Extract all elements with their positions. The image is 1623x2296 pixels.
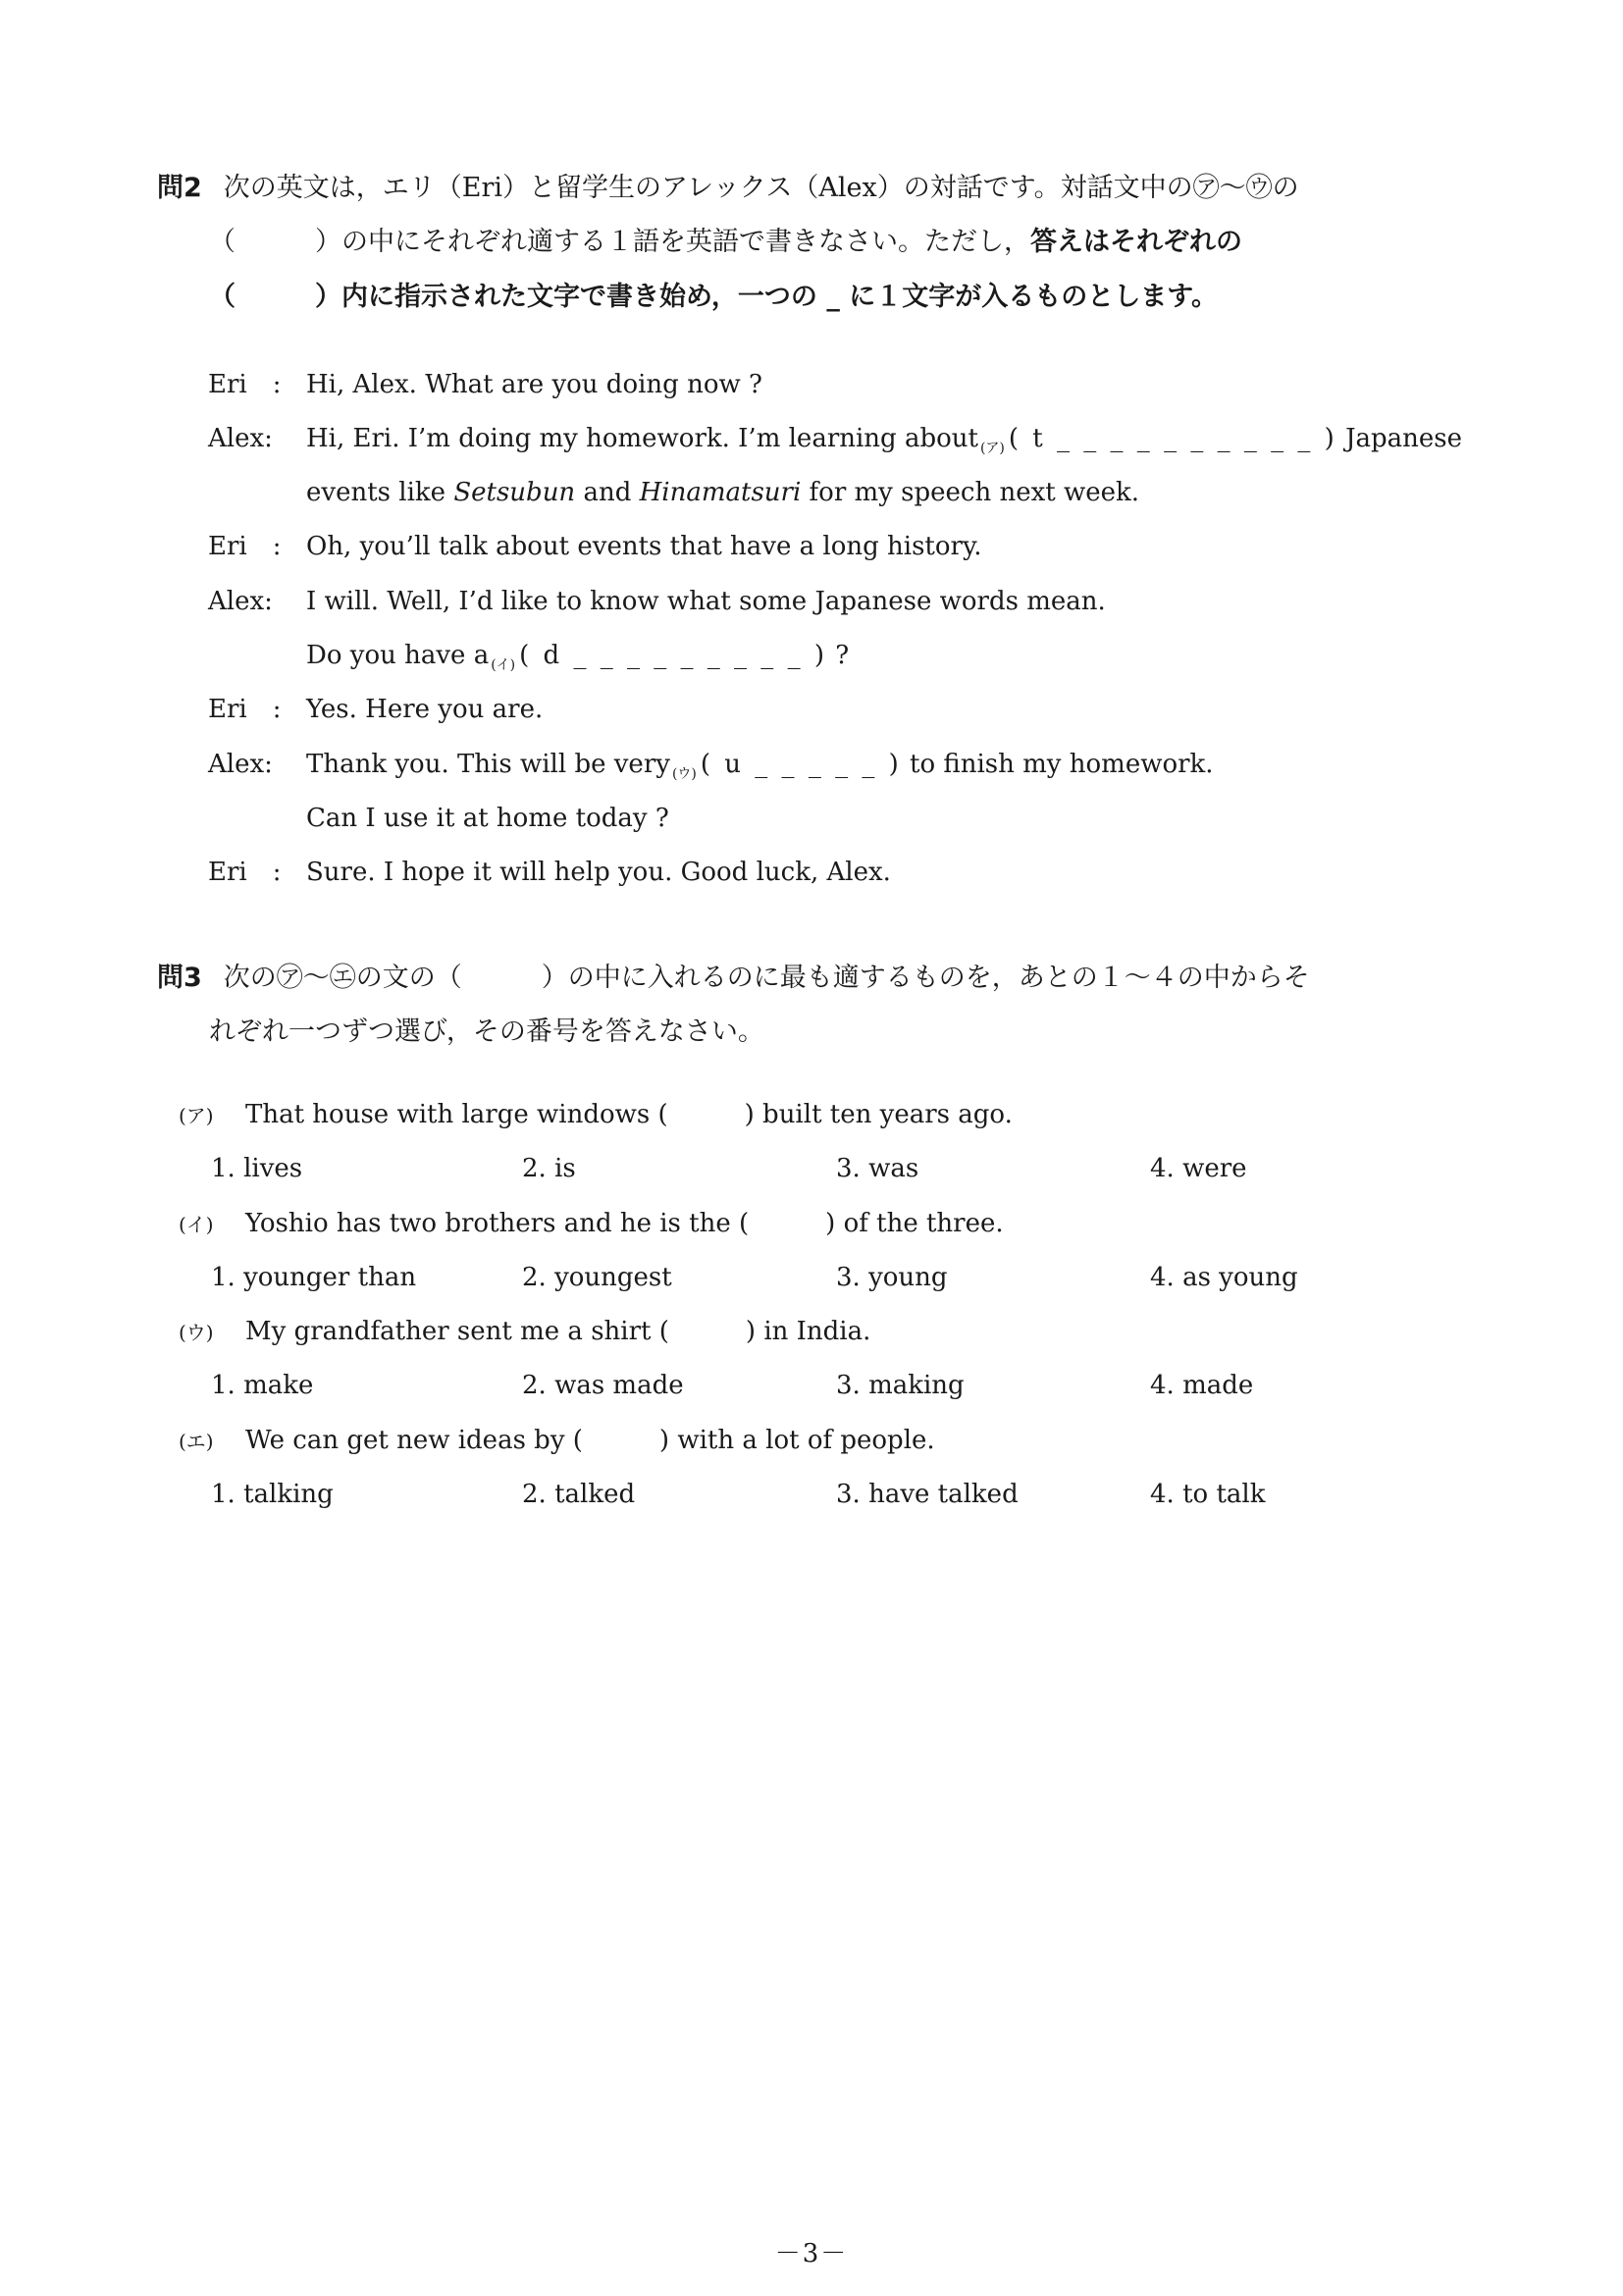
q3-item-a (179, 1097, 1013, 1133)
q3-instruction-line1 (157, 959, 1310, 998)
dialogue-text: Do you have a (306, 641, 490, 670)
item-text: We can get new ideas by (245, 1426, 565, 1455)
answer-parentheses: ( ) (657, 1100, 755, 1129)
dialogue-text: to finish my homework. (910, 750, 1214, 779)
dialogue-continuation: Can I use it at home today ? (306, 804, 669, 833)
dialogue-text: I will. Well, I’d like to know what some Japanese words mean. (306, 587, 1106, 616)
choice-option: 2. talked (522, 1480, 636, 1509)
dialogue-continuation (306, 475, 1139, 510)
choice-option: 1. talking (211, 1480, 334, 1509)
dialogue-text: Sure. I hope it will help you. Good luck, Alex. (306, 858, 891, 887)
speaker-label: Eri : (208, 695, 282, 724)
q3-item-e (179, 1423, 935, 1459)
dialogue-text: Yes. Here you are. (306, 695, 544, 724)
dialogue-line (208, 855, 891, 890)
item-text: Yoshio has two brothers and he is the (245, 1209, 731, 1238)
item-text: built ten years ago. (762, 1100, 1013, 1129)
choice-option: 4. were (1150, 1154, 1247, 1183)
choice-option: 1. make (211, 1371, 314, 1400)
q3-number: 問3 (157, 963, 202, 993)
q2-instruction-line1 (157, 169, 1299, 208)
dialogue-text: Hi, Alex. What are you doing now ? (306, 370, 762, 399)
q3-line1-text: 次の㋐～㋓の文の（ ）の中に入れるのに最も適するものを，あとの１～４の中からそ (223, 963, 1310, 993)
q2-instruction-line3: （ ）内に指示された文字で書き始め，一つの _ に１文字が入るものとします。 (209, 282, 1219, 312)
item-marker: (ウ) (179, 1321, 214, 1344)
dialogue-text: Japanese (1345, 424, 1463, 453)
choice-option: 4. made (1150, 1371, 1254, 1400)
item-marker: (エ) (179, 1430, 214, 1453)
answer-blank-a: ( t _ _ _ _ _ _ _ _ _ _ ) (1008, 424, 1337, 453)
blank-marker-u: (ウ) (671, 766, 697, 782)
choice-option: 4. as young (1150, 1263, 1298, 1292)
choice-option: 3. young (836, 1263, 948, 1292)
q2-instruction-line2 (209, 223, 1242, 262)
q2-line2-text: （ ）の中にそれぞれ適する１語を英語で書きなさい。ただし， (209, 227, 1030, 257)
choice-option: 3. was (836, 1154, 919, 1183)
speaker-label: Eri : (208, 858, 282, 887)
dialogue-line (208, 747, 1214, 786)
choice-option: 3. making (836, 1371, 965, 1400)
item-text: in India. (763, 1317, 871, 1346)
answer-blank-i: ( d _ _ _ _ _ _ _ _ _ ) (519, 641, 827, 670)
q3-item-i (179, 1206, 1004, 1242)
dialogue-text: for my speech next week. (801, 478, 1140, 507)
term-setsubun: Setsubun (453, 478, 576, 507)
dialogue-line (208, 692, 543, 727)
blank-marker-a: (ア) (979, 441, 1005, 456)
item-text: My grandfather sent me a shirt (245, 1317, 652, 1346)
dialogue-text: ? (835, 641, 850, 670)
speaker-label: Alex: (208, 424, 273, 453)
q2-number: 問2 (157, 173, 202, 203)
answer-parentheses: ( ) (658, 1317, 757, 1346)
item-marker: (ア) (179, 1104, 214, 1127)
dialogue-continuation (306, 638, 849, 677)
dialogue-text: events like (306, 478, 454, 507)
blank-marker-i: (イ) (491, 657, 516, 673)
term-hinamatsuri: Hinamatsuri (639, 478, 802, 507)
speaker-label: Alex: (208, 587, 273, 616)
page-number: －3－ (774, 2239, 849, 2269)
item-text: of the three. (843, 1209, 1004, 1238)
choice-option: 4. to talk (1150, 1480, 1266, 1509)
item-text: That house with large windows (245, 1100, 651, 1129)
dialogue-text: Oh, you’ll talk about events that have a long history. (306, 532, 982, 561)
q3-item-u (179, 1314, 870, 1350)
q3-instruction-line2: れぞれ一つずつ選び，その番号を答えなさい。 (209, 1017, 764, 1047)
dialogue-line (208, 421, 1462, 460)
dialogue-text: and (575, 478, 640, 507)
item-marker: (イ) (179, 1213, 214, 1236)
speaker-label: Eri : (208, 370, 282, 399)
answer-parentheses: ( ) (739, 1209, 836, 1238)
choice-option: 2. was made (522, 1371, 684, 1400)
dialogue-line (208, 367, 762, 402)
choice-option: 2. is (522, 1154, 576, 1183)
q2-line2-bold: 答えはそれぞれの (1030, 227, 1242, 257)
choice-option: 2. youngest (522, 1263, 672, 1292)
q2-line1-text: 次の英文は，エリ（Eri）と留学生のアレックス（Alex）の対話です。対話文中の㋐～㋒の (223, 173, 1299, 203)
speaker-label: Alex: (208, 750, 273, 779)
dialogue-text: Thank you. This will be very (306, 750, 670, 779)
item-text: with a lot of people. (677, 1426, 935, 1455)
dialogue-text: Hi, Eri. I’m doing my homework. I’m learning about (306, 424, 978, 453)
speaker-label: Eri : (208, 532, 282, 561)
choice-option: 1. younger than (211, 1263, 417, 1292)
choice-option: 3. have talked (836, 1480, 1019, 1509)
answer-blank-u: ( u _ _ _ _ _ ) (700, 750, 902, 779)
answer-parentheses: ( ) (572, 1426, 670, 1455)
dialogue-line (208, 529, 981, 564)
choice-option: 1. lives (211, 1154, 303, 1183)
dialogue-line (208, 584, 1106, 619)
